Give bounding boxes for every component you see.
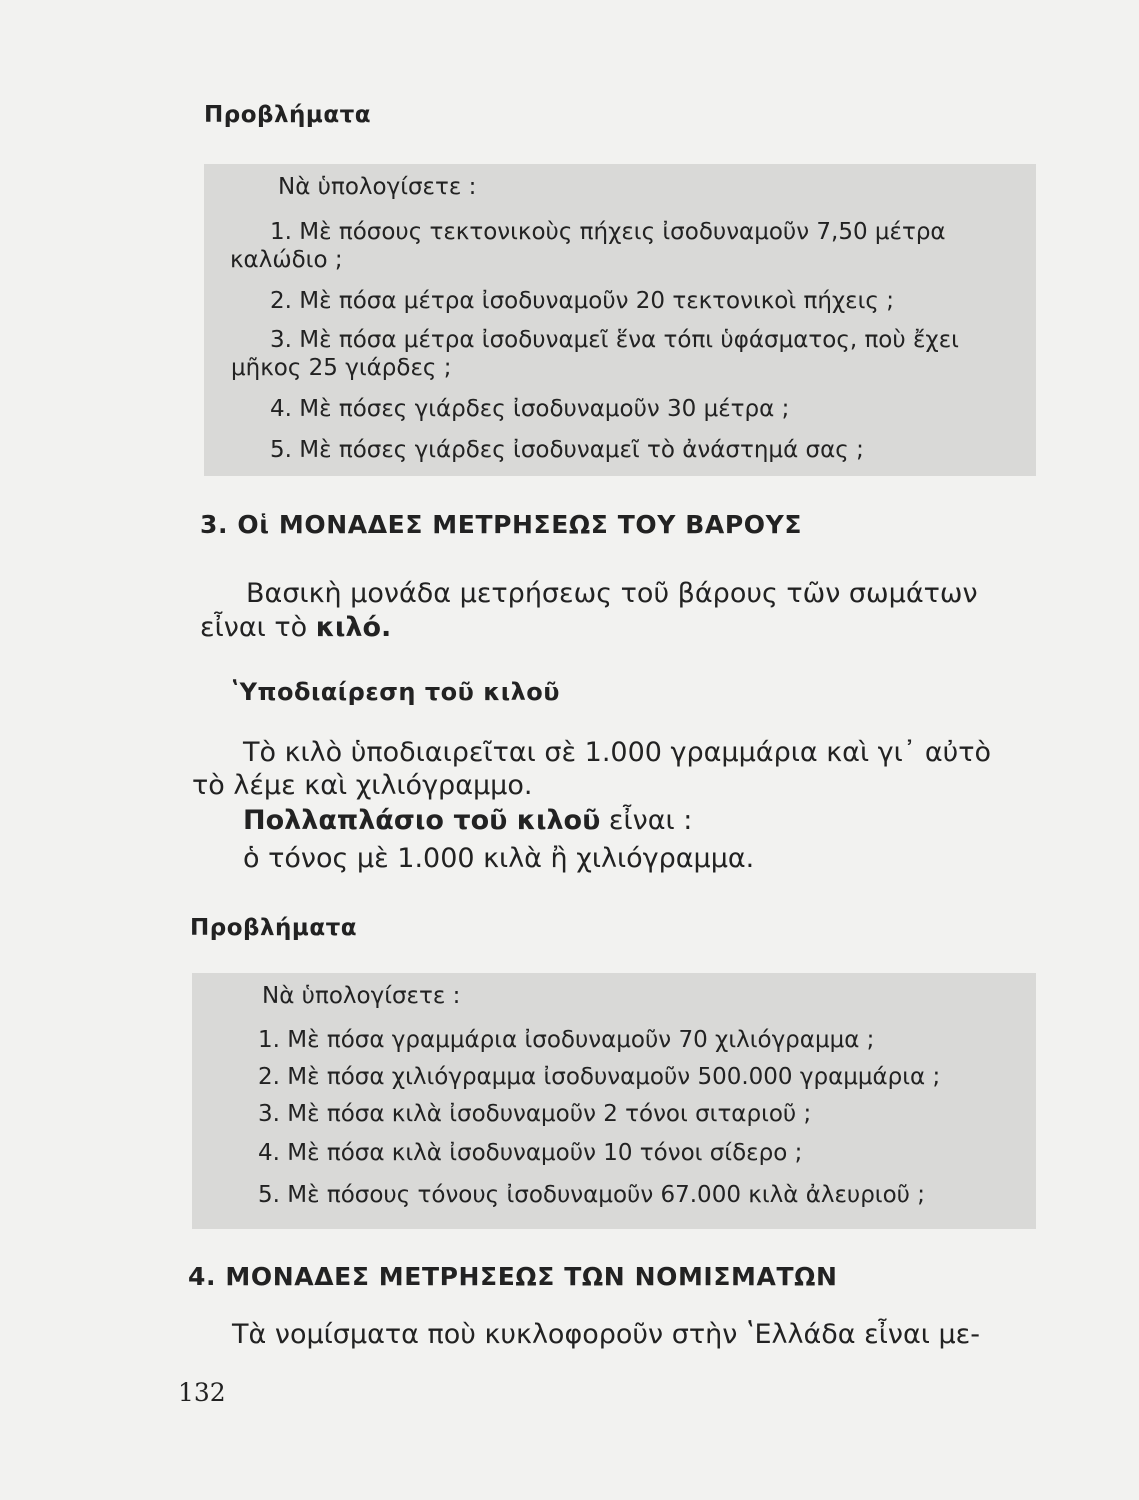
problems-box-1 <box>204 164 1036 476</box>
paragraph-line <box>200 612 391 643</box>
subheading-subdivision: ʽΥποδιαίρεση τοῦ κιλοῦ <box>230 678 560 706</box>
paragraph-line: Βασικὴ μονάδα μετρήσεως τοῦ βάρους τῶν σωμάτων <box>246 578 978 609</box>
paragraph-bold-term: κιλό. <box>315 612 392 643</box>
problems-heading-1: Προβλήματα <box>204 102 372 128</box>
problem-item: 4. Μὲ πόσες γιάρδες ἰσοδυναμοῦν 30 μέτρα ; <box>270 396 790 422</box>
problem-item: 1. Μὲ πόσους τεκτονικοὺς πήχεις ἰσοδυναμοῦν 7,50 μέτρα <box>270 219 946 245</box>
problem-item: 3. Μὲ πόσα κιλὰ ἰσοδυναμοῦν 2 τόνοι σιταριοῦ ; <box>258 1101 812 1127</box>
page-number: 132 <box>178 1378 226 1407</box>
paragraph-line: τὸ λέμε καὶ χιλιόγραμμο. <box>192 770 533 801</box>
paragraph-text: εἶναι : <box>600 805 693 836</box>
section-title-currency: 4. ΜΟΝΑΔΕΣ ΜΕΤΡΗΣΕΩΣ ΤΩΝ ΝΟΜΙΣΜΑΤΩΝ <box>188 1262 838 1291</box>
problems-intro-1: Νὰ ὑπολογίσετε : <box>278 174 477 200</box>
problem-item-continuation: καλώδιο ; <box>230 247 343 273</box>
paragraph-line: Τὸ κιλὸ ὑποδιαιρεῖται σὲ 1.000 γραμμάρια καὶ γι᾿ αὐτὸ <box>243 737 992 768</box>
paragraph-line <box>243 805 692 836</box>
paragraph-bold-term: Πολλαπλάσιο τοῦ κιλοῦ <box>243 805 601 836</box>
problem-item: 2. Μὲ πόσα χιλιόγραμμα ἰσοδυναμοῦν 500.000 γραμμάρια ; <box>258 1064 941 1090</box>
problem-item: 2. Μὲ πόσα μέτρα ἰσοδυναμοῦν 20 τεκτονικοὶ πήχεις ; <box>270 288 894 314</box>
problem-item-continuation: μῆκος 25 γιάρδες ; <box>231 355 452 381</box>
problems-intro-2: Νὰ ὑπολογίσετε : <box>262 983 461 1009</box>
paragraph-line: ὁ τόνος μὲ 1.000 κιλὰ ἢ χιλιόγραμμα. <box>243 843 755 874</box>
section-title-weight: 3. Οἱ ΜΟΝΑΔΕΣ ΜΕΤΡΗΣΕΩΣ ΤΟΥ ΒΑΡΟΥΣ <box>200 510 803 539</box>
problem-item: 5. Μὲ πόσους τόνους ἰσοδυναμοῦν 67.000 κιλὰ ἀλευριοῦ ; <box>258 1182 926 1208</box>
problem-item: 3. Μὲ πόσα μέτρα ἰσοδυναμεῖ ἕνα τόπι ὑφάσματος, ποὺ ἔχει <box>270 327 959 353</box>
paragraph-text: εἶναι τὸ <box>200 612 316 643</box>
problem-item: 1. Μὲ πόσα γραμμάρια ἰσοδυναμοῦν 70 χιλιόγραμμα ; <box>258 1027 875 1053</box>
paragraph-line: Τὰ νομίσματα ποὺ κυκλοφοροῦν στὴν ʽΕλλάδα εἶναι με- <box>232 1319 980 1350</box>
problems-heading-2: Προβλήματα <box>190 915 358 941</box>
problem-item: 5. Μὲ πόσες γιάρδες ἰσοδυναμεῖ τὸ ἀνάστημά σας ; <box>270 437 864 463</box>
problem-item: 4. Μὲ πόσα κιλὰ ἰσοδυναμοῦν 10 τόνοι σίδερο ; <box>258 1140 803 1166</box>
